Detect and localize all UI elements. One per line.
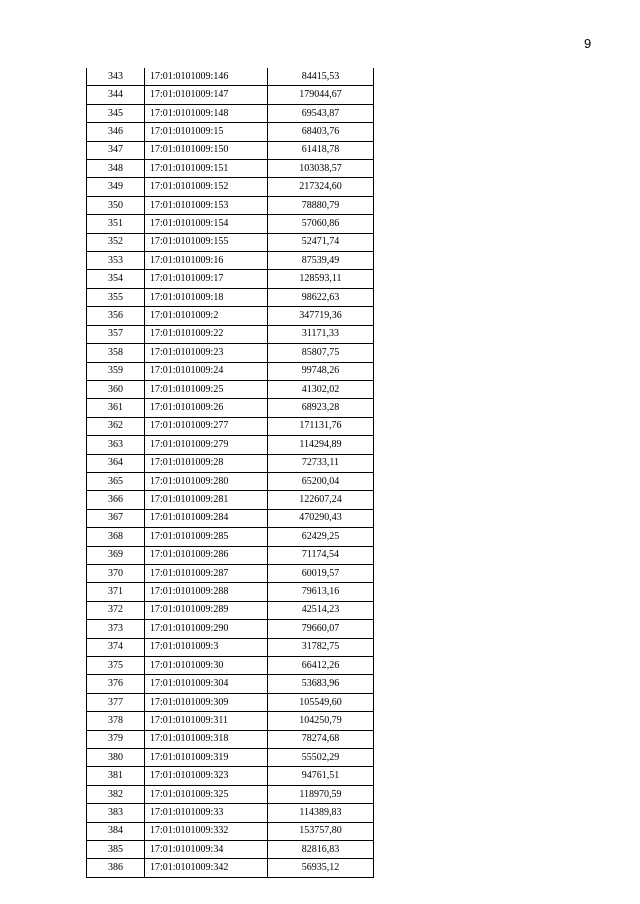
cadastral-value-cell: 56935,12: [268, 859, 374, 877]
cadastral-value-cell: 103038,57: [268, 160, 374, 178]
row-number-cell: 376: [87, 675, 145, 693]
cadastral-number-cell: 17:01:0101009:34: [145, 841, 268, 859]
cadastral-number-cell: 17:01:0101009:150: [145, 141, 268, 159]
cadastral-value-cell: 87539,49: [268, 252, 374, 270]
table-row: [87, 509, 374, 527]
cadastral-number-cell: 17:01:0101009:287: [145, 564, 268, 582]
cadastral-value-cell: 114294,89: [268, 436, 374, 454]
row-number-cell: 368: [87, 528, 145, 546]
cadastral-value-cell: 171131,76: [268, 417, 374, 435]
row-number-cell: 379: [87, 730, 145, 748]
cadastral-number-cell: 17:01:0101009:154: [145, 215, 268, 233]
table-row: [87, 675, 374, 693]
cadastral-number-cell: 17:01:0101009:325: [145, 785, 268, 803]
cadastral-value-cell: 71174,54: [268, 546, 374, 564]
page-number: 9: [584, 36, 592, 51]
row-number-cell: 381: [87, 767, 145, 785]
row-number-cell: 380: [87, 749, 145, 767]
table-row: [87, 344, 374, 362]
row-number-cell: 382: [87, 785, 145, 803]
cadastral-value-cell: 153757,80: [268, 822, 374, 840]
table-row: [87, 160, 374, 178]
cadastral-value-cell: 114389,83: [268, 804, 374, 822]
cadastral-value-cell: 128593,11: [268, 270, 374, 288]
cadastral-number-cell: 17:01:0101009:281: [145, 491, 268, 509]
cadastral-value-cell: 347719,36: [268, 307, 374, 325]
row-number-cell: 343: [87, 68, 145, 86]
row-number-cell: 362: [87, 417, 145, 435]
table-row: [87, 68, 374, 86]
cadastral-number-cell: 17:01:0101009:152: [145, 178, 268, 196]
table-row: [87, 325, 374, 343]
table-row: [87, 564, 374, 582]
cadastral-value-cell: 118970,59: [268, 785, 374, 803]
table-row: [87, 380, 374, 398]
table-row: [87, 712, 374, 730]
cadastral-number-cell: 17:01:0101009:23: [145, 344, 268, 362]
cadastral-number-cell: 17:01:0101009:151: [145, 160, 268, 178]
table-row: [87, 620, 374, 638]
cadastral-number-cell: 17:01:0101009:17: [145, 270, 268, 288]
cadastral-value-cell: 65200,04: [268, 472, 374, 490]
cadastral-value-cell: 98622,63: [268, 288, 374, 306]
cadastral-value-cell: 31782,75: [268, 638, 374, 656]
row-number-cell: 375: [87, 657, 145, 675]
cadastral-value-cell: 55502,29: [268, 749, 374, 767]
cadastral-value-cell: 82816,83: [268, 841, 374, 859]
row-number-cell: 351: [87, 215, 145, 233]
table-row: [87, 730, 374, 748]
cadastral-number-cell: 17:01:0101009:28: [145, 454, 268, 472]
row-number-cell: 353: [87, 252, 145, 270]
row-number-cell: 383: [87, 804, 145, 822]
cadastral-value-cell: 84415,53: [268, 68, 374, 86]
row-number-cell: 360: [87, 380, 145, 398]
row-number-cell: 352: [87, 233, 145, 251]
cadastral-value-cell: 179044,67: [268, 86, 374, 104]
row-number-cell: 366: [87, 491, 145, 509]
table-row: [87, 270, 374, 288]
cadastral-value-cell: 69543,87: [268, 104, 374, 122]
table-row: [87, 528, 374, 546]
table-row: [87, 141, 374, 159]
cadastral-number-cell: 17:01:0101009:284: [145, 509, 268, 527]
table-row: [87, 104, 374, 122]
row-number-cell: 378: [87, 712, 145, 730]
cadastral-number-cell: 17:01:0101009:332: [145, 822, 268, 840]
cadastral-value-cell: 78274,68: [268, 730, 374, 748]
cadastral-value-cell: 61418,78: [268, 141, 374, 159]
row-number-cell: 372: [87, 601, 145, 619]
table-row: [87, 196, 374, 214]
cadastral-number-cell: 17:01:0101009:289: [145, 601, 268, 619]
row-number-cell: 357: [87, 325, 145, 343]
table-row: [87, 601, 374, 619]
cadastral-value-cell: 217324,60: [268, 178, 374, 196]
cadastral-value-cell: 60019,57: [268, 564, 374, 582]
cadastral-number-cell: 17:01:0101009:33: [145, 804, 268, 822]
cadastral-value-cell: 79613,16: [268, 583, 374, 601]
cadastral-number-cell: 17:01:0101009:22: [145, 325, 268, 343]
table-row: [87, 472, 374, 490]
cadastral-number-cell: 17:01:0101009:304: [145, 675, 268, 693]
row-number-cell: 384: [87, 822, 145, 840]
cadastral-number-cell: 17:01:0101009:286: [145, 546, 268, 564]
cadastral-number-cell: 17:01:0101009:309: [145, 693, 268, 711]
table-row: [87, 638, 374, 656]
cadastral-value-cell: 68403,76: [268, 123, 374, 141]
cadastral-value-cell: 62429,25: [268, 528, 374, 546]
row-number-cell: 365: [87, 472, 145, 490]
cadastral-value-cell: 105549,60: [268, 693, 374, 711]
cadastral-number-cell: 17:01:0101009:279: [145, 436, 268, 454]
cadastral-number-cell: 17:01:0101009:285: [145, 528, 268, 546]
table-row: [87, 288, 374, 306]
cadastral-number-cell: 17:01:0101009:319: [145, 749, 268, 767]
cadastral-number-cell: 17:01:0101009:153: [145, 196, 268, 214]
row-number-cell: 367: [87, 509, 145, 527]
table-row: [87, 417, 374, 435]
table-row: [87, 749, 374, 767]
cadastral-value-cell: 52471,74: [268, 233, 374, 251]
cadastral-number-cell: 17:01:0101009:18: [145, 288, 268, 306]
cadastral-value-cell: 53683,96: [268, 675, 374, 693]
cadastral-number-cell: 17:01:0101009:25: [145, 380, 268, 398]
table-row: [87, 252, 374, 270]
cadastral-number-cell: 17:01:0101009:290: [145, 620, 268, 638]
cadastral-number-cell: 17:01:0101009:15: [145, 123, 268, 141]
cadastral-value-cell: 42514,23: [268, 601, 374, 619]
table-row: [87, 693, 374, 711]
table-row: [87, 822, 374, 840]
cadastral-value-cell: 94761,51: [268, 767, 374, 785]
table-body: [87, 68, 374, 877]
cadastral-value-cell: 66412,26: [268, 657, 374, 675]
row-number-cell: 356: [87, 307, 145, 325]
table-row: [87, 178, 374, 196]
table-row: [87, 767, 374, 785]
table-row: [87, 233, 374, 251]
cadastral-number-cell: 17:01:0101009:26: [145, 399, 268, 417]
table-row: [87, 436, 374, 454]
cadastral-number-cell: 17:01:0101009:342: [145, 859, 268, 877]
table-row: [87, 215, 374, 233]
row-number-cell: 374: [87, 638, 145, 656]
table-row: [87, 804, 374, 822]
cadastral-number-cell: 17:01:0101009:318: [145, 730, 268, 748]
cadastral-value-cell: 72733,11: [268, 454, 374, 472]
table-row: [87, 454, 374, 472]
row-number-cell: 364: [87, 454, 145, 472]
cadastral-value-cell: 78880,79: [268, 196, 374, 214]
row-number-cell: 358: [87, 344, 145, 362]
row-number-cell: 355: [87, 288, 145, 306]
table-row: [87, 546, 374, 564]
cadastral-value-cell: 31171,33: [268, 325, 374, 343]
cadastral-value-cell: 470290,43: [268, 509, 374, 527]
cadastral-number-cell: 17:01:0101009:2: [145, 307, 268, 325]
row-number-cell: 348: [87, 160, 145, 178]
table-row: [87, 785, 374, 803]
table-row: [87, 399, 374, 417]
table-row: [87, 859, 374, 877]
cadastral-value-cell: 79660,07: [268, 620, 374, 638]
cadastral-number-cell: 17:01:0101009:323: [145, 767, 268, 785]
table-row: [87, 491, 374, 509]
row-number-cell: 370: [87, 564, 145, 582]
cadastral-value-cell: 104250,79: [268, 712, 374, 730]
cadastral-value-cell: 122607,24: [268, 491, 374, 509]
row-number-cell: 371: [87, 583, 145, 601]
cadastral-value-cell: 57060,86: [268, 215, 374, 233]
cadastral-number-cell: 17:01:0101009:146: [145, 68, 268, 86]
table-row: [87, 362, 374, 380]
row-number-cell: 363: [87, 436, 145, 454]
row-number-cell: 347: [87, 141, 145, 159]
row-number-cell: 373: [87, 620, 145, 638]
cadastral-number-cell: 17:01:0101009:147: [145, 86, 268, 104]
row-number-cell: 359: [87, 362, 145, 380]
cadastral-value-table: [86, 68, 374, 878]
cadastral-value-cell: 68923,28: [268, 399, 374, 417]
row-number-cell: 361: [87, 399, 145, 417]
row-number-cell: 349: [87, 178, 145, 196]
cadastral-number-cell: 17:01:0101009:280: [145, 472, 268, 490]
table-row: [87, 583, 374, 601]
cadastral-number-cell: 17:01:0101009:277: [145, 417, 268, 435]
row-number-cell: 385: [87, 841, 145, 859]
row-number-cell: 345: [87, 104, 145, 122]
cadastral-number-cell: 17:01:0101009:3: [145, 638, 268, 656]
table-row: [87, 841, 374, 859]
cadastral-value-cell: 41302,02: [268, 380, 374, 398]
row-number-cell: 386: [87, 859, 145, 877]
row-number-cell: 354: [87, 270, 145, 288]
row-number-cell: 369: [87, 546, 145, 564]
cadastral-number-cell: 17:01:0101009:311: [145, 712, 268, 730]
row-number-cell: 346: [87, 123, 145, 141]
cadastral-number-cell: 17:01:0101009:24: [145, 362, 268, 380]
table-row: [87, 657, 374, 675]
row-number-cell: 344: [87, 86, 145, 104]
table-row: [87, 86, 374, 104]
cadastral-value-cell: 99748,26: [268, 362, 374, 380]
row-number-cell: 377: [87, 693, 145, 711]
cadastral-number-cell: 17:01:0101009:148: [145, 104, 268, 122]
table-row: [87, 123, 374, 141]
cadastral-number-cell: 17:01:0101009:30: [145, 657, 268, 675]
table-row: [87, 307, 374, 325]
cadastral-value-cell: 85807,75: [268, 344, 374, 362]
cadastral-number-cell: 17:01:0101009:16: [145, 252, 268, 270]
cadastral-number-cell: 17:01:0101009:155: [145, 233, 268, 251]
row-number-cell: 350: [87, 196, 145, 214]
cadastral-number-cell: 17:01:0101009:288: [145, 583, 268, 601]
